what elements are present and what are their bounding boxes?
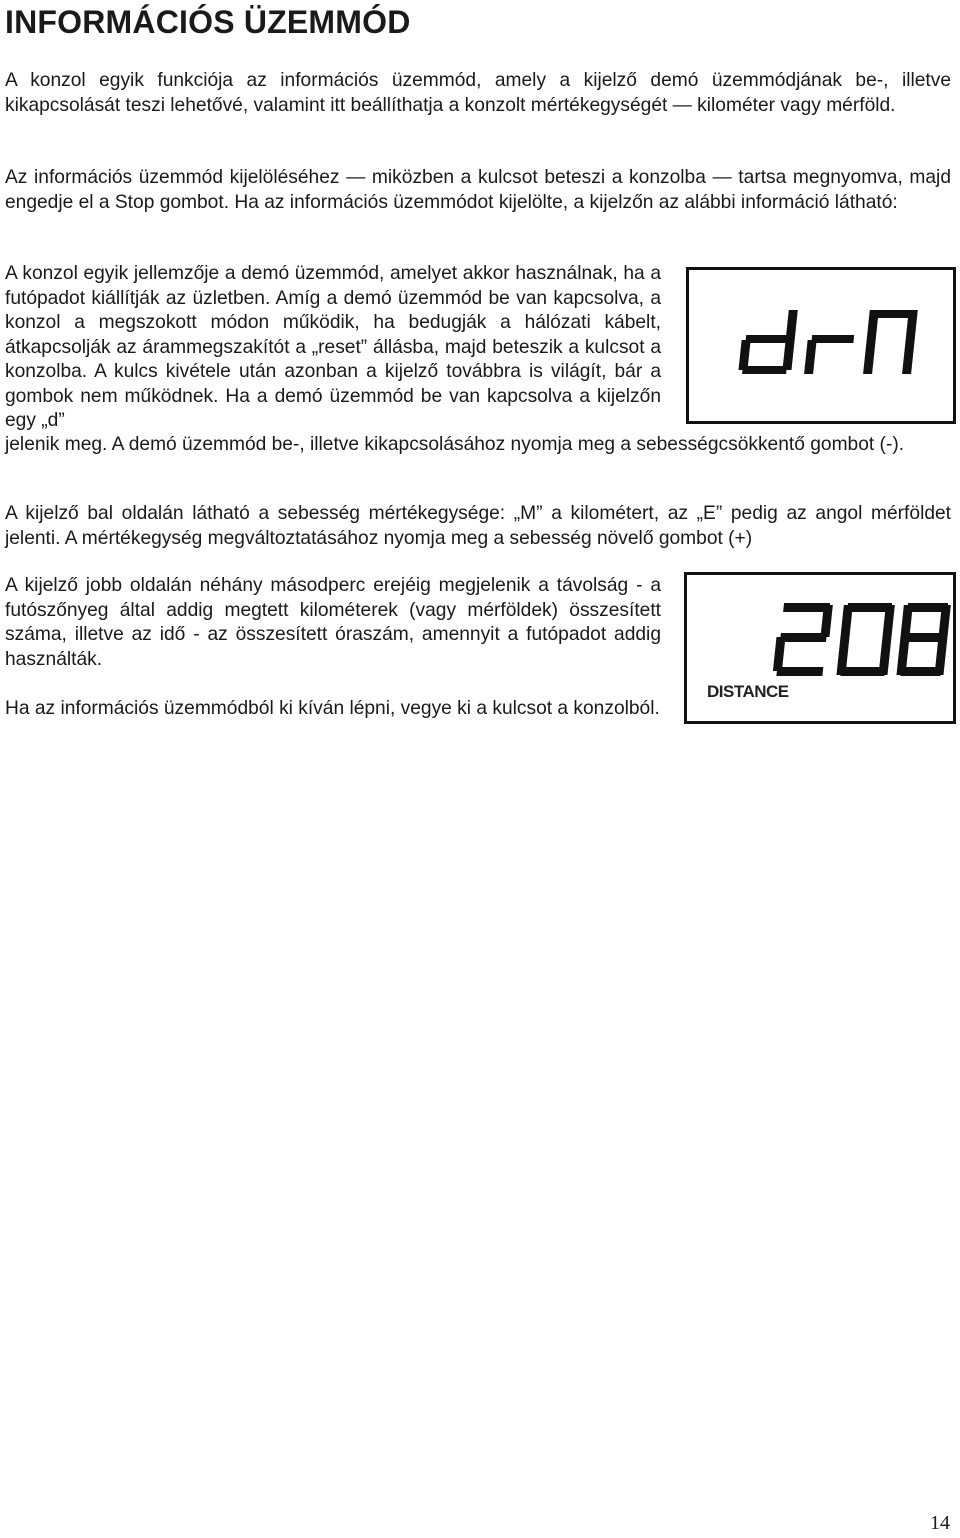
lcd-distance-display	[684, 572, 956, 724]
paragraph-units	[5, 502, 951, 551]
lcd-distance-label: DISTANCE	[707, 682, 789, 701]
lcd-distance-glyphs	[687, 575, 953, 721]
paragraph-select-mode-text: Az információs üzemmód kijelöléséhez — miközben a kulcsot beteszi a konzolba — tartsa megnyomva, majd engedje el a Stop gombot. Ha az információs üzemmódot kijelölte, a kijelzőn az alábbi információ látható:	[5, 167, 951, 213]
page-number: 14	[930, 1512, 950, 1534]
paragraph-select-mode	[5, 166, 951, 215]
paragraph-demo-toggle	[5, 433, 951, 458]
page-title: INFORMÁCIÓS ÜZEMMÓD	[5, 4, 411, 40]
lcd-demo-glyphs	[689, 270, 953, 421]
lcd-demo-display	[686, 267, 956, 424]
paragraph-demo-mode	[5, 262, 661, 434]
paragraph-demo-mode-text: A konzol egyik jellemzője a demó üzemmód, amelyet akkor használnak, ha a futópadot kiállítják az üzletben. Amíg a demó üzemmód be van kapcsolva, a konzol a megszokott módon működik, ha bedugják a hálózati kábelt, átkapcsolják az árammegszakítót a „reset” állásba, majd beteszik a kulcsot a konzolba. A kulcs kivétele után azonban a kijelző továbbra is világít, bár a gombok nem működnek. Ha a demó üzemmód be van kapcsolva a kijelzőn egy „d”	[5, 263, 661, 431]
paragraph-distance	[5, 574, 661, 672]
paragraph-distance-text: A kijelző jobb oldalán néhány másodperc erejéig megjelenik a távolság - a futószőnyeg által addig megtett kilométerek (vagy mérföldek) összesített száma, illetve az idő - az összesített óraszám, amennyit a futópadot addig használták.	[5, 575, 661, 670]
paragraph-units-text: A kijelző bal oldalán látható a sebesség mértékegysége: „M” a kilométert, az „E” pedig az angol mérföldet jelenti. A mértékegység megváltoztatásához nyomja meg a sebesség növelő gombot (+)	[5, 503, 951, 549]
paragraph-exit	[5, 697, 661, 722]
paragraph-intro-text: A konzol egyik funkciója az információs üzemmód, amely a kijelző demó üzemmódjának be-, illetve kikapcsolását teszi lehetővé, valamint itt beállíthatja a konzolt mértékegységét — kilométer vagy mérföld.	[5, 70, 951, 116]
paragraph-exit-text: Ha az információs üzemmódból ki kíván lépni, vegye ki a kulcsot a konzolból.	[5, 698, 660, 719]
paragraph-demo-toggle-text: jelenik meg. A demó üzemmód be-, illetve kikapcsolásához nyomja meg a sebességcsökkentő gombot (-).	[5, 434, 905, 455]
paragraph-intro	[5, 69, 951, 118]
